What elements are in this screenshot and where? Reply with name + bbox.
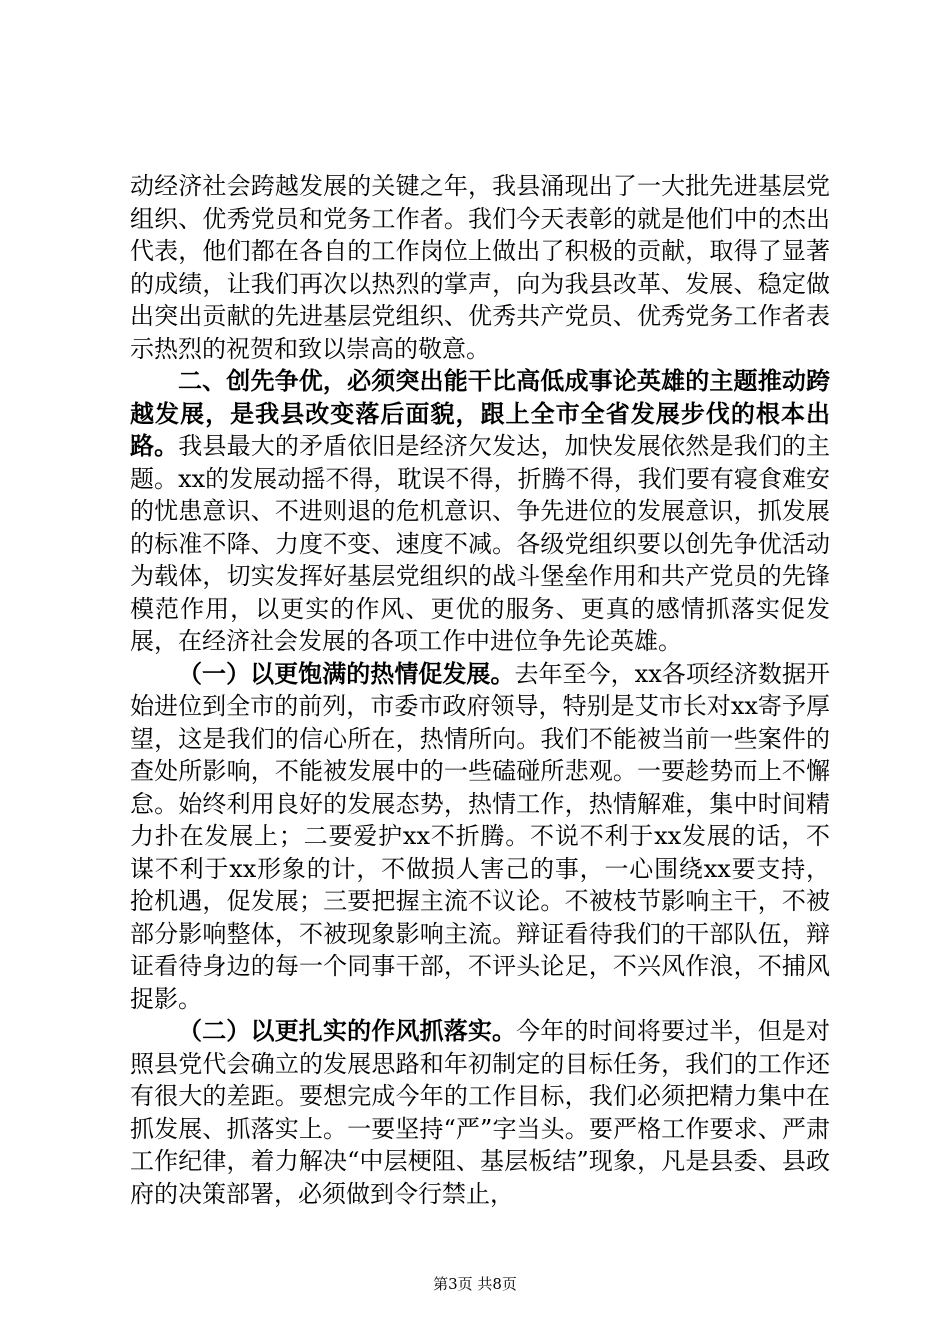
- paragraph-2: [130, 365, 830, 658]
- paragraph-4-text: 今年的时间将要过半，但是对照县党代会确立的发展思路和年初制定的目标任务，我们的工作还有很大的差距。要想完成今年的工作目标，我们必须把精力集中在抓发展、抓落实上。一要坚持“严”字当头。要严格工作要求、严肃工作纪律，着力解决“中层梗阻、基层板结”现象，凡是县委、县政府的决策部署，必须做到令行禁止，: [130, 1017, 831, 1208]
- paragraph-1: [130, 170, 830, 365]
- section-heading-2: 二、创先争优，必须突出能干比高低成事论英雄的主题推动跨越发展，是我县改变落后面貌，跟上全市全省发展步伐的根本出路。: [130, 366, 830, 460]
- paragraph-4: [130, 1015, 830, 1210]
- paragraph-3: [130, 658, 830, 1016]
- paragraph-3-text: 去年至今，xx各项经济数据开始进位到全市的前列，市委市政府领导，特别是艾市长对xx寄予厚望，这是我们的信心所在，热情所向。我们不能被当前一些案件的查处所影响，不能被发展中的一些磕碰所悲观。一要趁势而上不懈怠。始终利用良好的发展态势，热情工作，热情解难，集中时间精力扑在发展上；二要爱护xx不折腾。不说不利于xx发展的话，不谋不利于xx形象的计，不做损人害己的事，一心围绕xx要支持，抢机遇，促发展；三要把握主流不议论。不被枝节影响主干，不被部分影响整体，不被现象影响主流。辩证看待我们的干部队伍，辩证看待身边的每一个同事干部，不评头论足，不兴风作浪，不捕风捉影。: [130, 659, 830, 1013]
- subsection-heading-2: （二）以更扎实的作风抓落实。: [178, 1016, 517, 1045]
- body-text: [130, 170, 830, 1210]
- page-footer: 第3页 共8页: [433, 1275, 517, 1293]
- paragraph-1-text: 动经济社会跨越发展的关键之年，我县涌现出了一大批先进基层党组织、优秀党员和党务工作者。我们今天表彰的就是他们中的杰出代表，他们都在各自的工作岗位上做出了积极的贡献，取得了显著的成绩，让我们再次以热烈的掌声，向为我县改革、发展、稳定做出突出贡献的先进基层党组织、优秀共产党员、优秀党务工作者表示热烈的祝贺和致以崇高的敬意。: [130, 172, 830, 363]
- subsection-heading-1: （一）以更饱满的热情促发展。: [178, 658, 515, 688]
- paragraph-2-text: 我县最大的矛盾依旧是经济欠发达，加快发展依然是我们的主题。xx的发展动摇不得，耽误不得，折腾不得，我们要有寝食难安的忧患意识、不进则退的危机意识、争先进位的发展意识，抓发展的标准不降、力度不变、速度不减。各级党组织要以创先争优活动为载体，切实发挥好基层党组织的战斗堡垒作用和共产党员的先锋模范作用，以更实的作风、更优的服务、更真的感情抓落实促发展，在经济社会发展的各项工作中进位争先论英雄。: [130, 432, 831, 655]
